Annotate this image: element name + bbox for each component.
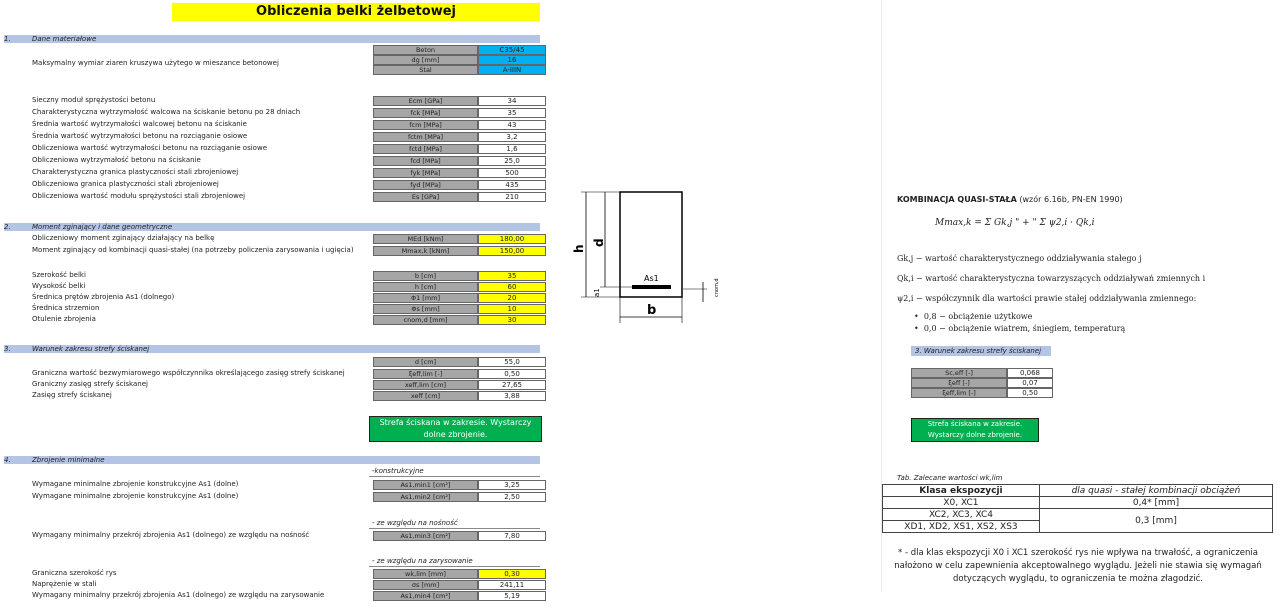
symbol-cell: xeff,lim [cm] [373, 380, 478, 390]
divider [369, 528, 540, 529]
symbol-cell: Ecm [GPa] [373, 96, 478, 106]
symbol-cell: As1,min3 [cm²] [373, 531, 478, 541]
combination-heading-bold: KOMBINACJA QUASI-STAŁA [897, 195, 1017, 204]
symbol-cell: Φ1 [mm] [373, 293, 478, 303]
value-cell: 35 [478, 108, 546, 118]
table-header: Klasa ekspozycji [883, 485, 1040, 497]
parameter-row [4, 192, 540, 201]
exposure-class-table [882, 484, 1273, 533]
parameter-row [4, 293, 540, 302]
section-4-header [4, 456, 540, 464]
symbol-cell: σs [mm] [373, 580, 478, 590]
symbol-cell: fctd [MPa] [373, 144, 478, 154]
concrete-class-input[interactable]: C35/45 [478, 45, 546, 55]
symbol-cell: ξeff,lim [-] [373, 369, 478, 379]
aggregate-input[interactable]: 16 [478, 55, 546, 65]
row-description: Charakterystyczna granica plastyczności stali zbrojeniowej [32, 168, 239, 176]
symbol-cell: h [cm] [373, 282, 478, 292]
a1-label: a1 [593, 288, 601, 297]
concrete-class-row [4, 45, 540, 54]
parameter-row [4, 369, 540, 378]
parameter-row [4, 180, 540, 189]
right-section-header: 3. Warunek zakresu strefy ściskanej [911, 346, 1051, 356]
row-description: Otulenie zbrojenia [32, 315, 96, 323]
row-description: Graniczna wartość bezwymiarowego współczynnika określającego zasięg strefy ściskanej [32, 369, 345, 377]
h-label: h [572, 244, 586, 253]
subheading-cracking: - ze względu na zarysowanie [372, 557, 473, 565]
row-description: Średnica strzemion [32, 304, 100, 312]
table-cell: X0, XC1 [883, 497, 1040, 509]
effective-depth-row [4, 357, 540, 366]
row-description: Średnica prętów zbrojenia As1 (dolnego) [32, 293, 175, 301]
row-description: Obliczeniowa wytrzymałość betonu na ściskanie [32, 156, 201, 164]
symbol-cell: xeff [cm] [373, 391, 478, 401]
row-description: Moment zginający od kombinacji quasi-stałej (na potrzeby policzenia zarysowania i ugięcia) [32, 246, 354, 254]
row-description: Zasięg strefy ściskanej [32, 391, 112, 399]
parameter-row [4, 271, 540, 280]
value-cell: 0,50 [1007, 388, 1053, 398]
parameter-row [4, 96, 540, 105]
symbol-cell: fyd [MPa] [373, 180, 478, 190]
parameter-row [4, 531, 540, 540]
parameter-row [4, 108, 540, 117]
parameter-row [4, 132, 540, 141]
symbol-cell: Stal [373, 65, 478, 75]
table-cell: XD1, XD2, XS1, XS2, XS3 [883, 521, 1040, 533]
symbol-cell: Φs [mm] [373, 304, 478, 314]
input-cell[interactable]: 60 [478, 282, 546, 292]
row-description: Obliczeniowa wartość wytrzymałości betonu na rozciąganie osiowe [32, 144, 267, 152]
value-cell: 3,25 [478, 480, 546, 490]
divider [369, 476, 540, 477]
symbol-cell: ξeff [-] [911, 378, 1007, 388]
steel-class-input[interactable]: A-IIIN [478, 65, 546, 75]
row-description: Obliczeniowa wartość modułu sprężystości stali zbrojeniowej [32, 192, 246, 200]
row-description: Obliczeniowy moment zginający działający na belkę [32, 234, 215, 242]
value-cell: 2,50 [478, 492, 546, 502]
value-cell: 435 [478, 180, 546, 190]
value-cell: 500 [478, 168, 546, 178]
symbol-cell: Mmax,k [kNm] [373, 246, 478, 256]
divider [369, 566, 540, 567]
value-cell: 0,068 [1007, 368, 1053, 378]
parameter-row [4, 492, 540, 501]
row-description: Wymagany minimalny przekrój zbrojenia As1 (dolnego) ze względu na zarysowanie [32, 591, 325, 599]
combination-formula: Mmax,k = Σ Gk,j " + " Σ ψ2,i · Qk,i [935, 218, 1095, 228]
symbol-cell: fck [MPa] [373, 108, 478, 118]
right-compression-zone-status: Strefa ściskana w zakresie. Wystarczy dolne zbrojenie. [911, 418, 1039, 442]
parameter-row [4, 315, 540, 324]
value-cell: 25,0 [478, 156, 546, 166]
definition-gk: Gk,j − wartość charakterystycznego oddziaływania stałego j [897, 254, 1142, 263]
symbol-cell: ξeff,lim [-] [911, 388, 1007, 398]
row-description: Wymagane minimalne zbrojenie konstrukcyjne As1 (dolne) [32, 492, 239, 500]
parameter-row [4, 380, 540, 389]
symbol-cell: cnom,d [mm] [373, 315, 478, 325]
symbol-cell: As1,min2 [cm²] [373, 492, 478, 502]
parameter-row [4, 480, 540, 489]
row-description: Maksymalny wymiar ziaren kruszywa użytego w mieszance betonowej [32, 59, 279, 67]
value-cell: 0,07 [1007, 378, 1053, 388]
input-cell[interactable]: 10 [478, 304, 546, 314]
section-label: Moment zginający i dane geometryczne [32, 223, 173, 231]
parameter-row [4, 144, 540, 153]
input-cell[interactable]: 150,00 [478, 246, 546, 256]
symbol-cell: fcd [MPa] [373, 156, 478, 166]
parameter-row [4, 282, 540, 291]
row-description: Wymagane minimalne zbrojenie konstrukcyjne As1 (dolne) [32, 480, 239, 488]
row-description: Graniczny zasięg strefy ściskanej [32, 380, 148, 388]
as1-label: As1 [644, 274, 659, 283]
row-description: Średnia wartość wytrzymałości betonu na rozciąganie osiowe [32, 132, 248, 140]
parameter-row [4, 168, 540, 177]
value-cell: 34 [478, 96, 546, 106]
input-cell[interactable]: 30 [478, 315, 546, 325]
input-cell[interactable]: 0,30 [478, 569, 546, 579]
row-description: Wysokość belki [32, 282, 86, 290]
row-description: Szerokość belki [32, 271, 86, 279]
bullet-text: 0,0 − obciążenie wiatrem, śniegiem, temperaturą [923, 324, 1126, 333]
symbol-cell: As1,min1 [cm²] [373, 480, 478, 490]
input-cell[interactable]: 20 [478, 293, 546, 303]
table-cell: 0,3 [mm] [1039, 509, 1272, 533]
d-label: d [592, 238, 606, 247]
value-cell: 3,2 [478, 132, 546, 142]
value-cell: 0,50 [478, 369, 546, 379]
section-number: 2. [4, 223, 11, 231]
table-cell: XC2, XC3, XC4 [883, 509, 1040, 521]
aggregate-row [4, 55, 540, 67]
table-header: dla quasi - stałej kombinacji obciążeń [1039, 485, 1272, 497]
steel-class-row [4, 65, 540, 74]
symbol-cell: fctm [MPa] [373, 132, 478, 142]
parameter-row [4, 120, 540, 129]
section-2-header [4, 223, 540, 231]
b-label: b [647, 303, 657, 318]
parameter-row [4, 580, 540, 589]
sheet-title: Obliczenia belki żelbetowej [172, 3, 540, 21]
symbol-cell: fyk [MPa] [373, 168, 478, 178]
value-cell: 43 [478, 120, 546, 130]
symbol-cell: d [cm] [373, 357, 478, 367]
input-cell[interactable]: 35 [478, 271, 546, 281]
value-cell: 5,19 [478, 591, 546, 601]
section-number: 4. [4, 456, 11, 464]
section-1-header [4, 35, 540, 43]
row-description: Charakterystyczna wytrzymałość walcowa na ściskanie betonu po 28 dniach [32, 108, 301, 116]
definition-psi: ψ2,i − współczynnik dla wartości prawie stałej oddziaływania zmiennego: [897, 294, 1197, 303]
symbol-cell: Beton [373, 45, 478, 55]
parameter-row [4, 156, 540, 165]
parameter-row [4, 391, 540, 400]
parameter-row [4, 591, 540, 600]
subheading-capacity: - ze względu na nośność [372, 519, 458, 527]
beam-cross-section-diagram [572, 185, 725, 325]
subheading-structural: -konstrukcyjne [372, 467, 424, 475]
section-label: Warunek zakresu strefy ściskanej [32, 345, 150, 353]
section-number: 3. [4, 345, 11, 353]
row-description: Obliczeniowa granica plastyczności stali zbrojeniowej [32, 180, 219, 188]
combination-heading-ref: (wzór 6.16b, PN-EN 1990) [1016, 195, 1123, 204]
parameter-row [4, 304, 540, 313]
table-cell: 0,4* [mm] [1039, 497, 1272, 509]
symbol-cell: Es [GPa] [373, 192, 478, 202]
compression-zone-status: Strefa ściskana w zakresie. Wystarczy dolne zbrojenie. [369, 416, 542, 442]
input-cell[interactable]: 180,00 [478, 234, 546, 244]
symbol-cell: MEd [kNm] [373, 234, 478, 244]
symbol-cell: wk,lim [mm] [373, 569, 478, 579]
value-cell: 1,6 [478, 144, 546, 154]
symbol-cell: dg [mm] [373, 55, 478, 65]
section-number: 1. [4, 35, 11, 43]
value-cell: 7,80 [478, 531, 546, 541]
row-description: Graniczna szerokość rys [32, 569, 117, 577]
symbol-cell: Sc,eff [-] [911, 368, 1007, 378]
value-cell: 3,88 [478, 391, 546, 401]
definition-qk: Qk,i − wartość charakterystyczna towarzyszących oddziaływań zmiennych i [897, 274, 1206, 283]
bullet-item: • 0,8 − obciążenie użytkowe [914, 312, 1033, 321]
symbol-cell: b [cm] [373, 271, 478, 281]
row-description: Sieczny moduł sprężystości betonu [32, 96, 156, 104]
bullet-text: 0,8 − obciążenie użytkowe [923, 312, 1033, 321]
section-label: Zbrojenie minimalne [32, 456, 105, 464]
parameter-row [4, 246, 540, 255]
parameter-row [4, 234, 540, 243]
row-description: Naprężenie w stali [32, 580, 97, 588]
value-cell: 241,11 [478, 580, 546, 590]
bullet-item: • 0,0 − obciążenie wiatrem, śniegiem, temperaturą [914, 324, 1126, 333]
row-description: Średnia wartość wytrzymałości walcowej betonu na ściskanie [32, 120, 247, 128]
value-cell: 210 [478, 192, 546, 202]
symbol-cell: fcm [MPa] [373, 120, 478, 130]
row-description: Wymagany minimalny przekrój zbrojenia As1 (dolnego) ze względu na nośność [32, 531, 310, 539]
combination-heading [897, 195, 1123, 204]
parameter-row [4, 569, 540, 578]
section-label: Dane materiałowe [32, 35, 97, 43]
table-caption: Tab. Zalecane wartości wk,lim [897, 474, 1003, 482]
value-cell: 55,0 [478, 357, 546, 367]
section-3-header [4, 345, 540, 353]
symbol-cell: As1,min4 [cm²] [373, 591, 478, 601]
value-cell: 27,65 [478, 380, 546, 390]
cnom-label: cnom,d [714, 278, 720, 297]
table-footnote: * - dla klas ekspozycji X0 i XC1 szerokość rys nie wpływa na trwałość, a ograniczenia nałożono w celu zapewnienia akceptowalnego wyglądu. Jeżeli nie stawia się wymagań dotyczących wyglądu, to ograniczenia te można złagodzić. [894, 548, 1262, 584]
